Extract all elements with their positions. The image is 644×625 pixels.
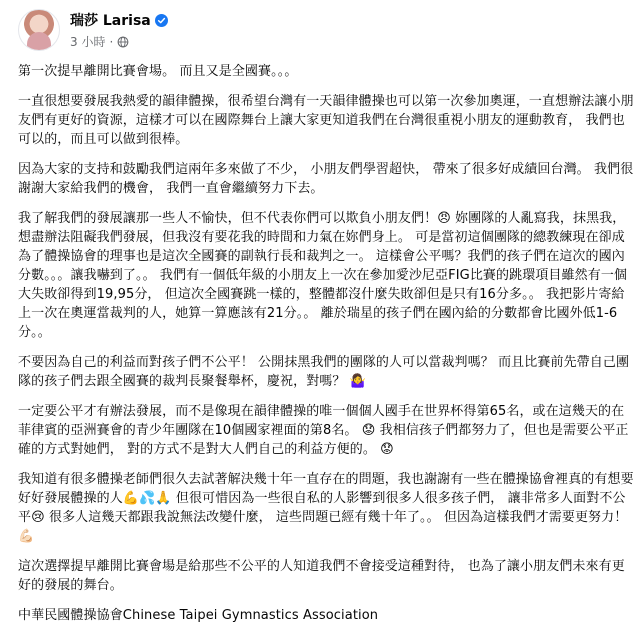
post-body [18, 62, 634, 625]
post-paragraph: 我了解我們的發展讓那一些人不愉快，但不代表你們可以欺負小朋友們！😠 妳團隊的人亂寫我，抹黑我，想盡辦法阻礙我們發展，但我沒有要花我的時間和力氣在妳們身上。 可是當初這個團隊的總教練現在卻成為了體操協會的理事也是這次全國賽的副執行長和裁判之一。 這樣會公平嗎？我們的孩子們在這次的國內分數。。。讓我嚇到了。。 我們有一個低年級的小朋友上一次在參加愛沙尼亞FIG比賽的跳環項目雖然有一個大失敗卻得到19,95分， 但這次全國賽跳一樣的，整體都沒什麼失敗卻但是只有16分多。。 我把影片寄給上一次在奧運當裁判的人，她算一算應該有21分。。 離於瑞星的孩子們在國內給的分數都會比國外低1-6分。。 [18, 211, 628, 340]
globe-icon[interactable] [117, 36, 129, 48]
post-paragraph: 這次選擇提早離開比賽會場是給那些不公平的人知道我們不會接受這種對待， 也為了讓小朋友們未來有更好的發展的舞台。 [18, 559, 625, 593]
author-name[interactable]: 瑞莎 Larisa [70, 13, 151, 29]
post-subline [70, 33, 168, 50]
post-paragraph: 不要因為自己的利益而對孩子們不公平！ 公開抹黑我們的團隊的人可以當裁判嗎？ 而且比賽前先帶自己團隊的孩子們去跟全國賽的裁判長聚餐舉杯，慶祝，對嗎？ 🤷‍♀️ [18, 355, 630, 389]
verified-badge-icon [155, 14, 168, 27]
post-timestamp[interactable]: 3 小時 [70, 35, 106, 49]
separator-dot: · [109, 34, 114, 49]
post-paragraph: 一定要公平才有辦法發展，而不是像現在韻律體操的唯一個個人國手在世界杯得第65名，或在這幾天的在菲律賓的亞洲賽會的青少年團隊在10個國家裡面的第8名。 😟 我相信孩子們都努力了，但也是需要公平正確的方式對她們， 對的方式不是對大人們自己的利益方便的。 😟 [18, 404, 629, 457]
post-paragraph: 一直很想要發展我熱愛的韻律體操，很希望台灣有一天韻律體操也可以第一次參加奧運，一直想辦法讓小朋友們有更好的資源，這樣才可以在國際舞台上讓大家更知道我們在台灣很重視小朋友的運動教育， 我們也可以的，而且可以做到很棒。 [18, 94, 634, 147]
post-meta [70, 10, 168, 50]
post-paragraph: 我知道有很多體操老師們很久去試著解決幾十年一直存在的問題，我也謝謝有一些在體操協會裡真的有想要好好發展體操的人💪💦🙏 但很可惜因為一些很自私的人影響到很多人很多孩子們， 讓非常多人面對不公平😢 很多人這幾天都跟我說無法改變什麼， 這些問題已經有幾十年了。。 但因為這樣我們才需要更努力！💪🏻 [18, 472, 634, 544]
post-header [18, 8, 634, 52]
author-avatar[interactable] [18, 9, 60, 51]
author-row [70, 10, 168, 30]
post-paragraph: 因為大家的支持和鼓勵我們這兩年多來做了不少， 小朋友們學習超快， 帶來了很多好成績回台灣。 我們很謝謝大家給我們的機會， 我們一直會繼續努力下去。 [18, 162, 634, 196]
page-tag-link[interactable]: 中華民國體操協會Chinese Taipei Gymnastics Association [18, 608, 379, 623]
post-paragraph: 第一次提早離開比賽會場。 而且又是全國賽。。。 [18, 64, 298, 79]
